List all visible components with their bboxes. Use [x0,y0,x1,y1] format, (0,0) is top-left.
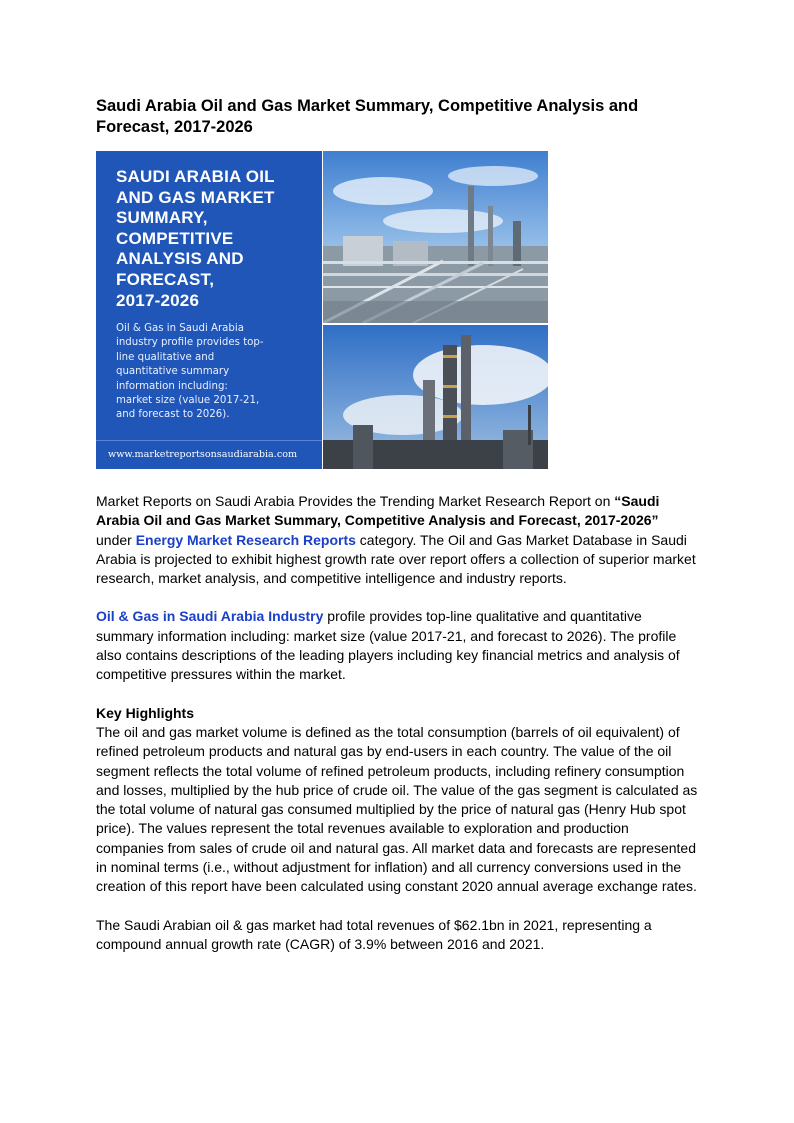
banner-desc-line: and forecast to 2026). [116,409,230,421]
highlights-text: The oil and gas market volume is defined as the total consumption (barrels of oil equivalent) of refined petroleum products and natural gas by end-users in each country. The value of the oil segment reflects the total volume of refined petroleum products, including refinery consumption and losses, multiplied by the hub price of crude oil. The value of the gas segment is calculated as the total volume of natural gas consumed multiplied by the price of natural gas (Henry Hub spot price). The values represent the total revenues available to exploration and production companies from sales of crude oil and natural gas. All market data and forecasts are represented in nominal terms (i.e., without adjustment for inflation) and all currency conversions used in the creation of this report have been calculated using constant 2020 annual average exchange rates. [96,723,698,895]
highlights-paragraph [96,704,700,897]
banner-desc-line: Oil & Gas in Saudi Arabia [116,323,244,334]
banner-desc-line: line qualitative and [116,351,215,363]
industry-profile-link[interactable]: Oil & Gas in Saudi Arabia Industry [96,608,324,625]
banner-url: www.marketreportsonsaudiarabia.com [96,440,322,469]
banner-desc-line: industry profile provides top- [116,337,264,349]
banner-title-line: AND GAS MARKET [116,187,275,207]
banner-title-line: FORECAST, [116,269,215,289]
refinery-photo-bottom-graphic [323,325,548,469]
document-title: Saudi Arabia Oil and Gas Market Summary, Competitive Analysis and Forecast, 2017-2026 [96,97,639,136]
refinery-photo-top-graphic [323,151,548,323]
banner-desc-line: market size (value 2017-21, [116,395,260,407]
profile-text: profile provides top-line qualitative and quantitative summary information including: market size (value 2017-21, and forecast to 2026). The profile also contains descriptions of the leading players including key financial metrics and analysis of competitive pressures within the market. [96,608,680,683]
summary-paragraph: The Saudi Arabian oil & gas market had total revenues of $62.1bn in 2021, representing a compound annual growth rate (CAGR) of 3.9% between 2016 and 2021. [96,916,652,952]
banner-desc-line: quantitative summary [116,366,230,378]
banner-title-line: 2017-2026 [116,290,200,310]
profile-paragraph [96,607,700,684]
banner-title-line: ANALYSIS AND [116,249,244,269]
banner-title-line: SAUDI ARABIA OIL [116,167,275,186]
document-page [96,96,700,954]
highlights-heading: Key Highlights [96,704,195,721]
banner-title-line: COMPETITIVE [116,228,234,248]
refinery-photo-top [323,151,548,323]
intro-tail: category. The Oil and Gas Market Database in Saudi Arabia is projected to exhibit highest growth rate over report offers a collection of superior market research, market analysis, and competitive intelligence and industry reports. [96,531,696,587]
banner-title-line: SUMMARY, [116,208,208,228]
banner-description [116,322,312,423]
energy-reports-link[interactable]: Energy Market Research Reports [135,531,356,548]
report-name: “Saudi Arabia Oil and Gas Market Summary, Competitive Analysis and Forecast, 2017-2026” [96,493,660,529]
intro-lead: Market Reports on Saudi Arabia Provides the Trending Market Research Report on [96,493,615,509]
report-banner [96,151,548,469]
intro-under: under [96,531,136,548]
intro-paragraph [96,492,700,588]
banner-panel [96,151,322,469]
banner-desc-line: information including: [116,380,228,392]
refinery-photo-bottom [323,325,548,469]
banner-title [116,167,306,311]
